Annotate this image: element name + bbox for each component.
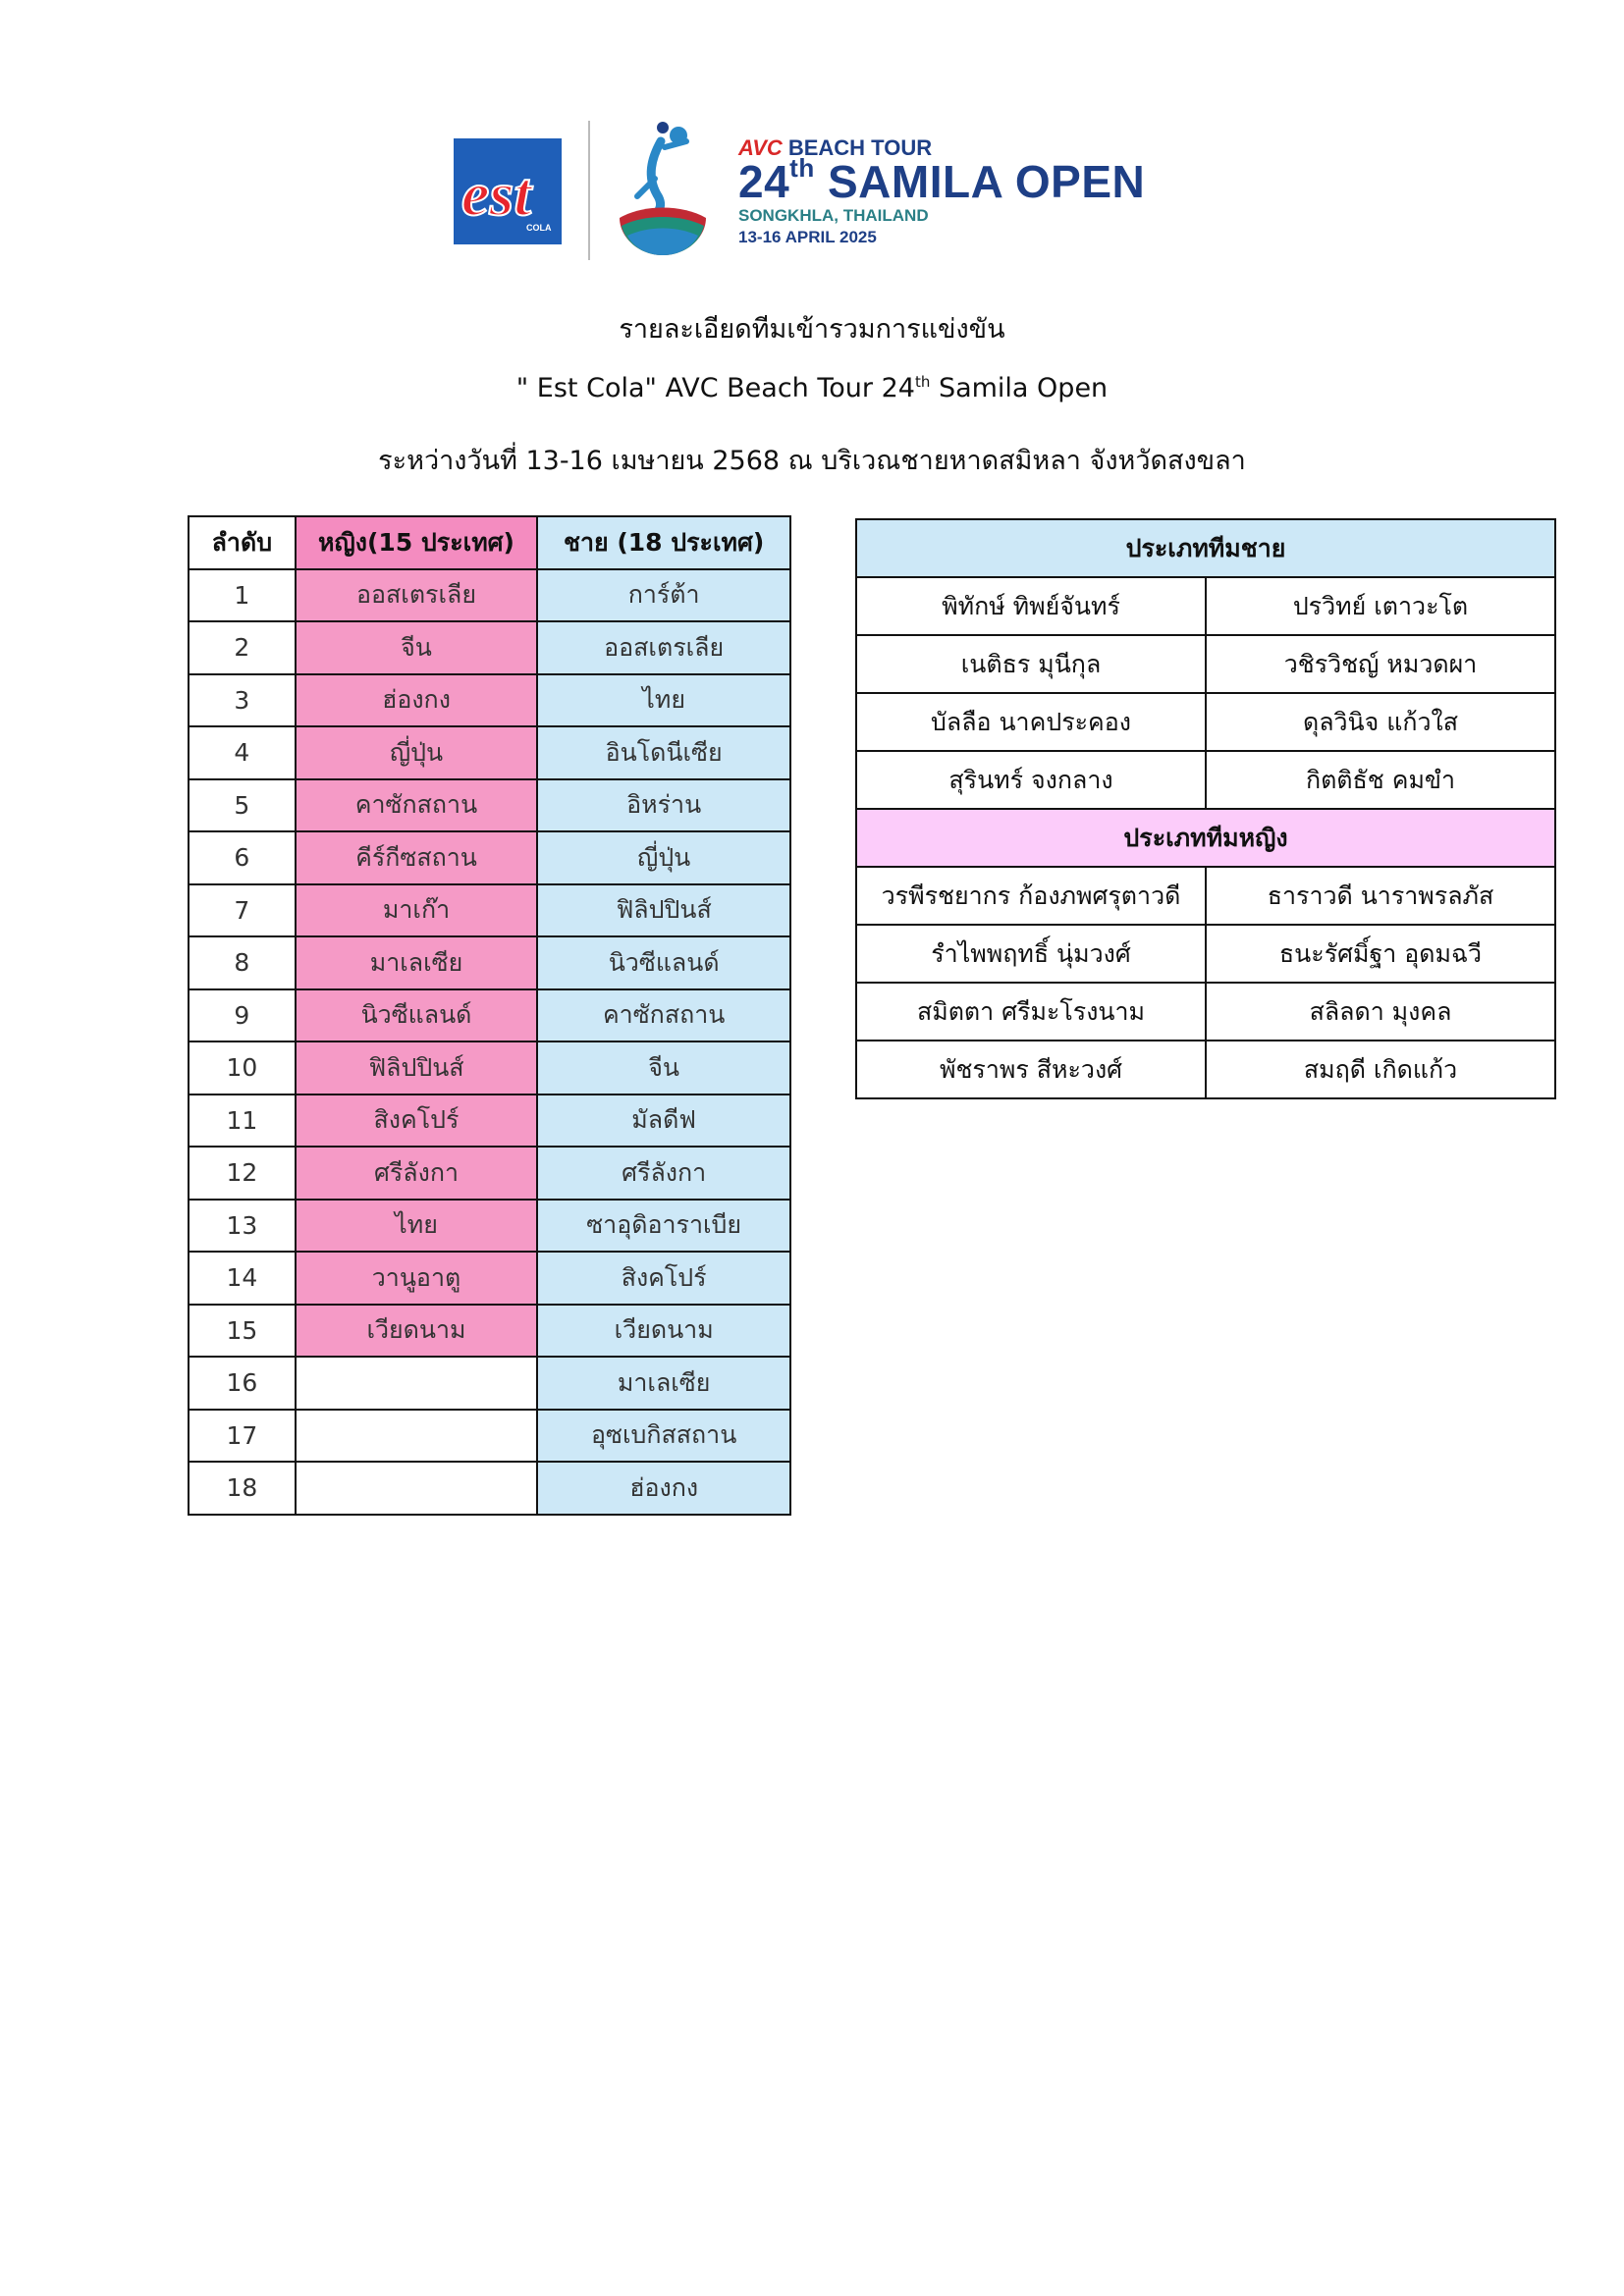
women-player-name: ธนะรัศมิ์ฐา อุดมฉวี xyxy=(1206,925,1555,983)
country-row xyxy=(189,1462,790,1515)
logo-divider xyxy=(588,121,590,260)
brand-avc-text: AVC xyxy=(738,135,783,160)
men-country: อุซเบกิสสถาน xyxy=(537,1410,790,1463)
row-index: 11 xyxy=(189,1095,296,1148)
women-country: มาเลเซีย xyxy=(296,936,538,989)
row-index: 10 xyxy=(189,1041,296,1095)
event-name-sup: th xyxy=(914,373,931,391)
women-player-name: พัชราพร สีหะวงศ์ xyxy=(856,1041,1206,1098)
women-header-row xyxy=(856,809,1555,867)
men-player-name: สุรินทร์ จงกลาง xyxy=(856,751,1206,809)
row-index: 6 xyxy=(189,831,296,884)
men-team-row xyxy=(856,693,1555,751)
men-country: ออสเตรเลีย xyxy=(537,621,790,674)
men-team-row xyxy=(856,635,1555,693)
women-team-row xyxy=(856,1041,1555,1098)
women-country: มาเก๊า xyxy=(296,884,538,937)
women-country xyxy=(296,1462,538,1515)
women-country xyxy=(296,1357,538,1410)
brand-location: SONGKHLA, THAILAND xyxy=(738,206,929,225)
women-country: ฮ่องกง xyxy=(296,674,538,727)
women-country: จีน xyxy=(296,621,538,674)
est-cola-logo xyxy=(454,138,562,244)
men-country: ฮ่องกง xyxy=(537,1462,790,1515)
row-index: 8 xyxy=(189,936,296,989)
row-index: 4 xyxy=(189,726,296,779)
brand-tour-text: BEACH TOUR xyxy=(787,135,933,160)
event-name-part-b: Samila Open xyxy=(930,373,1109,403)
women-player-name: ธาราวดี นาราพรลภัส xyxy=(1206,867,1555,925)
row-index: 7 xyxy=(189,884,296,937)
men-country: เวียดนาม xyxy=(537,1305,790,1358)
men-country: ฟิลิปปินส์ xyxy=(537,884,790,937)
volleyball-player-icon xyxy=(614,120,712,259)
country-row xyxy=(189,936,790,989)
men-country: อินโดนีเซีย xyxy=(537,726,790,779)
country-row xyxy=(189,1041,790,1095)
country-row xyxy=(189,621,790,674)
document-title: รายละเอียดทีมเข้ารวมการแข่งขัน xyxy=(619,314,1005,345)
men-country: สิงคโปร์ xyxy=(537,1252,790,1305)
men-player-name: ปรวิทย์ เตาวะโต xyxy=(1206,577,1555,635)
svg-text:est: est xyxy=(461,159,532,229)
men-player-name: กิตติธัช คมขำ xyxy=(1206,751,1555,809)
country-row xyxy=(189,674,790,727)
row-index: 1 xyxy=(189,569,296,622)
country-row xyxy=(189,569,790,622)
row-index: 12 xyxy=(189,1147,296,1200)
women-country: ญี่ปุ่น xyxy=(296,726,538,779)
country-row xyxy=(189,1200,790,1253)
country-row xyxy=(189,1410,790,1463)
country-row xyxy=(189,1357,790,1410)
country-row xyxy=(189,726,790,779)
countries-body xyxy=(189,569,790,1515)
men-country: ไทย xyxy=(537,674,790,727)
men-player-name: ดุลวินิจ แก้วใส xyxy=(1206,693,1555,751)
men-player-name: วชิรวิชญ์ หมวดผา xyxy=(1206,635,1555,693)
women-country: ออสเตรเลีย xyxy=(296,569,538,622)
brand-title-line xyxy=(738,155,1145,208)
header-index: ลำดับ xyxy=(189,516,296,569)
women-team-row xyxy=(856,983,1555,1041)
brand-text-block xyxy=(738,135,1190,251)
country-row xyxy=(189,831,790,884)
women-player-name: สมิตตา ศรีมะโรงนาม xyxy=(856,983,1206,1041)
event-name-part-a: " Est Cola" AVC Beach Tour 24 xyxy=(515,373,915,403)
women-country: ไทย xyxy=(296,1200,538,1253)
row-index: 13 xyxy=(189,1200,296,1253)
header-men: ชาย (18 ประเทศ) xyxy=(537,516,790,569)
brand-number-suffix: th xyxy=(789,153,815,183)
country-row xyxy=(189,1305,790,1358)
countries-header-row xyxy=(189,516,790,569)
women-team-header: ประเภททีมหญิง xyxy=(856,809,1555,867)
country-row xyxy=(189,989,790,1042)
svg-text:COLA: COLA xyxy=(526,223,552,233)
teams-body xyxy=(856,519,1555,1098)
thai-teams-table xyxy=(855,518,1556,1099)
men-country: มัลดีฟ xyxy=(537,1095,790,1148)
women-country: วานูอาตู xyxy=(296,1252,538,1305)
men-country: ศรีลังกา xyxy=(537,1147,790,1200)
row-index: 2 xyxy=(189,621,296,674)
men-country: นิวซีแลนด์ xyxy=(537,936,790,989)
men-player-name: เนติธร มุนีกุล xyxy=(856,635,1206,693)
women-player-name: สมฤดี เกิดแก้ว xyxy=(1206,1041,1555,1098)
women-country: คีร์กีซสถาน xyxy=(296,831,538,884)
women-country xyxy=(296,1410,538,1463)
men-country: การ์ต้า xyxy=(537,569,790,622)
men-team-header: ประเภททีมชาย xyxy=(856,519,1555,577)
brand-number: 24 xyxy=(738,156,790,207)
men-country: ซาอุดิอาราเบีย xyxy=(537,1200,790,1253)
row-index: 17 xyxy=(189,1410,296,1463)
women-country: คาซักสถาน xyxy=(296,779,538,832)
men-team-row xyxy=(856,577,1555,635)
row-index: 14 xyxy=(189,1252,296,1305)
row-index: 9 xyxy=(189,989,296,1042)
women-country: ศรีลังกา xyxy=(296,1147,538,1200)
row-index: 16 xyxy=(189,1357,296,1410)
men-country: อิหร่าน xyxy=(537,779,790,832)
men-country: มาเลเซีย xyxy=(537,1357,790,1410)
country-row xyxy=(189,779,790,832)
country-row xyxy=(189,884,790,937)
men-player-name: บัลลือ นาคประคอง xyxy=(856,693,1206,751)
men-player-name: พิทักษ์ ทิพย์จันทร์ xyxy=(856,577,1206,635)
women-player-name: สลิลดา มุงคล xyxy=(1206,983,1555,1041)
women-player-name: รำไพพฤทธิ์ นุ่มวงศ์ xyxy=(856,925,1206,983)
brand-dates: 13-16 APRIL 2025 xyxy=(738,228,877,246)
men-country: คาซักสถาน xyxy=(537,989,790,1042)
men-country: จีน xyxy=(537,1041,790,1095)
event-name xyxy=(0,373,1624,403)
row-index: 15 xyxy=(189,1305,296,1358)
country-row xyxy=(189,1095,790,1148)
event-date-venue: ระหว่างวันที่ 13-16 เมษายน 2568 ณ บริเวณชายหาดสมิหลา จังหวัดสงขลา xyxy=(378,446,1246,476)
est-cola-logo-graphic xyxy=(454,138,562,244)
men-country: ญี่ปุ่น xyxy=(537,831,790,884)
row-index: 18 xyxy=(189,1462,296,1515)
row-index: 5 xyxy=(189,779,296,832)
avc-beach-volleyball-logo xyxy=(614,120,712,259)
women-team-row xyxy=(856,925,1555,983)
row-index: 3 xyxy=(189,674,296,727)
header-women: หญิง(15 ประเทศ) xyxy=(296,516,538,569)
country-row xyxy=(189,1252,790,1305)
women-player-name: วรพีรชยากร ก้องภพศรุตาวดี xyxy=(856,867,1206,925)
brand-title: SAMILA OPEN xyxy=(828,156,1146,207)
men-header-row xyxy=(856,519,1555,577)
women-team-row xyxy=(856,867,1555,925)
men-team-row xyxy=(856,751,1555,809)
country-row xyxy=(189,1147,790,1200)
women-country: สิงคโปร์ xyxy=(296,1095,538,1148)
countries-table xyxy=(188,515,791,1516)
women-country: ฟิลิปปินส์ xyxy=(296,1041,538,1095)
women-country: เวียดนาม xyxy=(296,1305,538,1358)
women-country: นิวซีแลนด์ xyxy=(296,989,538,1042)
